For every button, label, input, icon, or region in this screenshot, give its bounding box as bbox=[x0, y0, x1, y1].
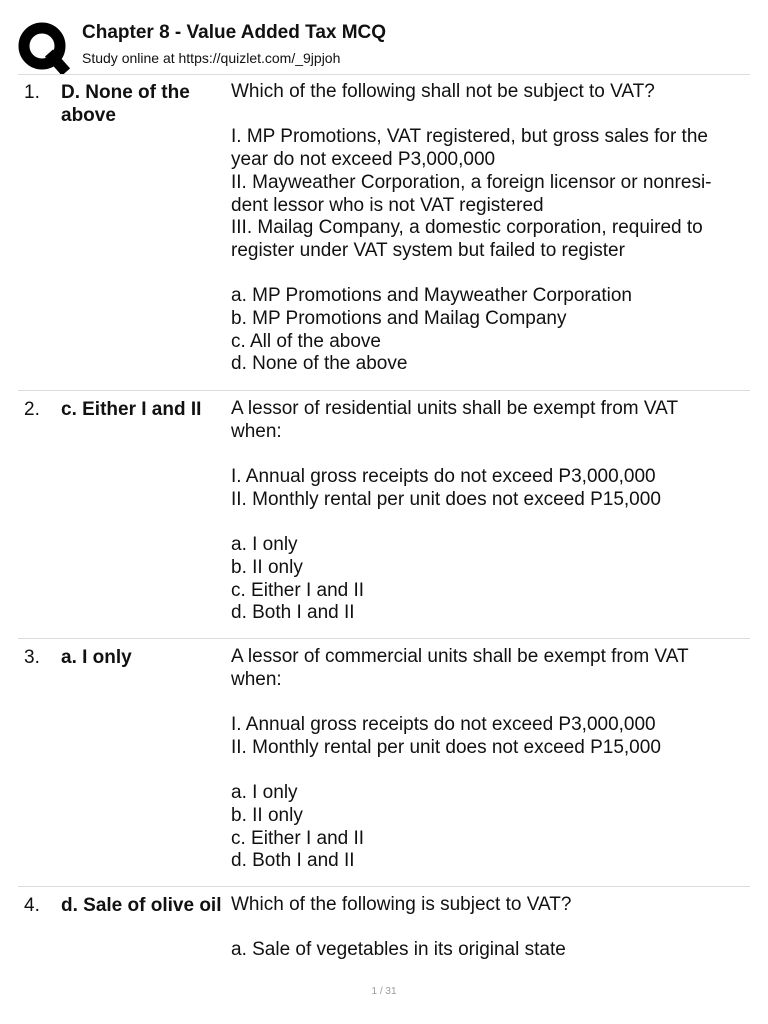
page-header bbox=[0, 0, 768, 76]
divider bbox=[18, 886, 750, 887]
answer-text: a. I only bbox=[61, 647, 132, 668]
question-number: 4. bbox=[24, 895, 40, 916]
question-number: 2. bbox=[24, 399, 40, 420]
page-number: 1 / 31 bbox=[371, 986, 397, 997]
page-title: Chapter 8 - Value Added Tax MCQ bbox=[82, 22, 387, 43]
answer-text: D. None of the above bbox=[61, 82, 190, 126]
study-link-text: Study online at https://quizlet.com/_9jpjoh bbox=[82, 50, 341, 66]
question-text: Which of the following shall not be subject to VAT? I. MP Promotions, VAT registered, but gross sales for the year do not exceed P3,000,000 II. Mayweather Corporation, a foreign licensor or nonresi- dent lessor who is not VAT registered III. Mailag Company, a domestic corporation, required to register under VAT system but failed to register a. MP Promotions and Mayweather Corporation b. MP Promotions and Mailag Company c. All of the above d. None of the above bbox=[231, 81, 712, 375]
question-number: 1. bbox=[24, 82, 40, 103]
divider bbox=[18, 638, 750, 639]
answer-text: d. Sale of olive oil bbox=[61, 895, 222, 916]
question-text: A lessor of residential units shall be exempt from VAT when: I. Annual gross receipts do not exceed P3,000,000 II. Monthly rental per unit does not exceed P15,000 a. I only b. II only c. Either I and II d. Both I and II bbox=[231, 398, 679, 624]
answer-text: c. Either I and II bbox=[61, 399, 202, 420]
question-text: A lessor of commercial units shall be exempt from VAT when: I. Annual gross receipts do not exceed P3,000,000 II. Monthly rental per unit does not exceed P15,000 a. I only b. II only c. Either I and II d. Both I and II bbox=[231, 646, 689, 872]
question-text: Which of the following is subject to VAT? a. Sale of vegetables in its original state bbox=[231, 894, 572, 961]
question-number: 3. bbox=[24, 647, 40, 668]
divider bbox=[18, 390, 750, 391]
divider bbox=[18, 74, 750, 75]
quizlet-logo-icon bbox=[18, 20, 72, 74]
